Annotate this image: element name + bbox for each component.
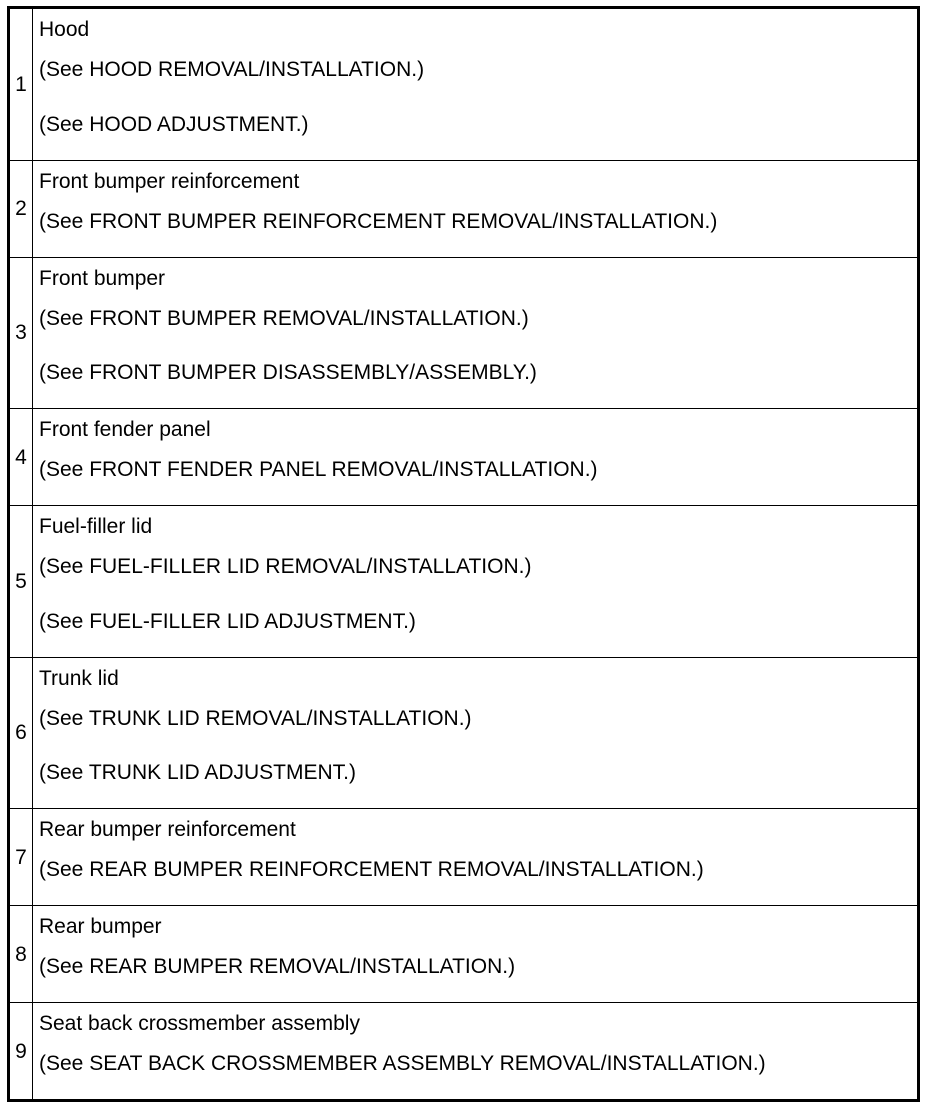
table-row [9, 657, 919, 809]
reference-link-text: (See HOOD REMOVAL/INSTALLATION.) [39, 58, 425, 81]
item-description [33, 160, 919, 257]
table-row [9, 1003, 919, 1101]
reference-link-text: (See FRONT BUMPER REINFORCEMENT REMOVAL/INSTALLATION.) [39, 209, 718, 233]
part-name: Trunk lid [39, 666, 119, 690]
part-name: Front bumper reinforcement [39, 169, 300, 193]
parts-table [7, 6, 920, 1102]
parts-table-body [9, 8, 919, 1101]
item-description [33, 1003, 919, 1101]
table-row [9, 160, 919, 257]
item-description [33, 506, 919, 658]
table-row [9, 257, 919, 409]
item-number: 6 [9, 657, 33, 809]
table-row [9, 906, 919, 1003]
part-name: Front fender panel [39, 418, 211, 441]
reference-link-text: (See TRUNK LID REMOVAL/INSTALLATION.) [39, 706, 472, 730]
reference-link-text: (See FRONT FENDER PANEL REMOVAL/INSTALLATION.) [39, 458, 598, 481]
reference-link-text: (See REAR BUMPER REMOVAL/INSTALLATION.) [39, 955, 516, 978]
reference-link-text: (See SEAT BACK CROSSMEMBER ASSEMBLY REMOVAL/INSTALLATION.) [39, 1052, 766, 1075]
item-number: 7 [9, 809, 33, 906]
item-description [33, 657, 919, 809]
table-row [9, 409, 919, 506]
item-number: 9 [9, 1003, 33, 1101]
reference-link-text: (See FUEL-FILLER LID ADJUSTMENT.) [39, 609, 416, 633]
part-name: Hood [39, 18, 90, 41]
item-number: 5 [9, 506, 33, 658]
item-number: 4 [9, 409, 33, 506]
reference-link-text: (See REAR BUMPER REINFORCEMENT REMOVAL/INSTALLATION.) [39, 858, 704, 881]
item-description [33, 906, 919, 1003]
item-description [33, 257, 919, 409]
part-name: Front bumper [39, 266, 166, 290]
reference-link-text: (See FRONT BUMPER DISASSEMBLY/ASSEMBLY.) [39, 361, 537, 384]
item-number: 2 [9, 160, 33, 257]
reference-link-text: (See FRONT BUMPER REMOVAL/INSTALLATION.) [39, 306, 529, 330]
reference-link-text: (See HOOD ADJUSTMENT.) [39, 112, 309, 136]
item-number: 1 [9, 8, 33, 161]
part-name: Fuel-filler lid [39, 515, 153, 538]
part-name: Rear bumper [39, 915, 162, 938]
table-row [9, 809, 919, 906]
item-number: 8 [9, 906, 33, 1003]
item-number: 3 [9, 257, 33, 409]
reference-link-text: (See FUEL-FILLER LID REMOVAL/INSTALLATION.) [39, 555, 532, 578]
part-name: Rear bumper reinforcement [39, 818, 296, 841]
table-row [9, 8, 919, 161]
item-description [33, 8, 919, 161]
item-description [33, 809, 919, 906]
item-description [33, 409, 919, 506]
reference-link-text: (See TRUNK LID ADJUSTMENT.) [39, 761, 356, 784]
part-name: Seat back crossmember assembly [39, 1012, 360, 1035]
table-row [9, 506, 919, 658]
